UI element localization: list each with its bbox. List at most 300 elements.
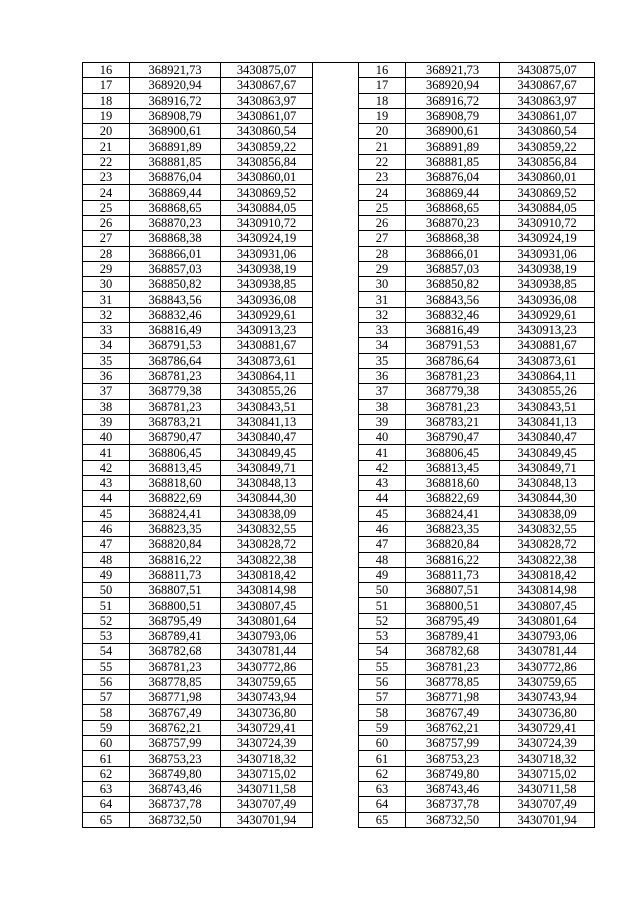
y-coordinate-cell: 3430729,41 <box>500 720 595 735</box>
point-number-cell: 47 <box>359 537 406 552</box>
table-row <box>83 766 313 781</box>
table-row <box>359 200 595 215</box>
table-row <box>359 644 595 659</box>
x-coordinate-cell: 368870,23 <box>130 215 221 230</box>
point-number-cell: 47 <box>83 537 130 552</box>
table-row <box>83 659 313 674</box>
table-row <box>359 185 595 200</box>
y-coordinate-cell: 3430822,38 <box>500 552 595 567</box>
point-number-cell: 25 <box>359 200 406 215</box>
x-coordinate-cell: 368786,64 <box>130 353 221 368</box>
table-row <box>83 720 313 735</box>
x-coordinate-cell: 368857,03 <box>406 261 500 276</box>
y-coordinate-cell: 3430718,32 <box>221 751 313 766</box>
table-row <box>359 231 595 246</box>
x-coordinate-cell: 368732,50 <box>406 812 500 827</box>
point-number-cell: 65 <box>359 812 406 827</box>
x-coordinate-cell: 368816,22 <box>130 552 221 567</box>
point-number-cell: 31 <box>83 292 130 307</box>
y-coordinate-cell: 3430838,09 <box>221 506 313 521</box>
point-number-cell: 43 <box>83 476 130 491</box>
table-row <box>359 598 595 613</box>
y-coordinate-cell: 3430807,45 <box>221 598 313 613</box>
point-number-cell: 25 <box>83 200 130 215</box>
x-coordinate-cell: 368790,47 <box>130 430 221 445</box>
y-coordinate-cell: 3430840,47 <box>221 430 313 445</box>
x-coordinate-cell: 368818,60 <box>406 476 500 491</box>
table-row <box>83 445 313 460</box>
table-row <box>83 476 313 491</box>
point-number-cell: 19 <box>83 108 130 123</box>
point-number-cell: 43 <box>359 476 406 491</box>
y-coordinate-cell: 3430913,23 <box>221 323 313 338</box>
y-coordinate-cell: 3430856,84 <box>221 154 313 169</box>
table-row <box>359 506 595 521</box>
table-row <box>359 613 595 628</box>
point-number-cell: 18 <box>359 93 406 108</box>
table-row <box>83 78 313 93</box>
point-number-cell: 41 <box>83 445 130 460</box>
y-coordinate-cell: 3430793,06 <box>500 628 595 643</box>
point-number-cell: 24 <box>83 185 130 200</box>
table-row <box>359 720 595 735</box>
table-row <box>359 353 595 368</box>
y-coordinate-cell: 3430711,58 <box>221 781 313 796</box>
table-row <box>359 384 595 399</box>
point-number-cell: 23 <box>83 170 130 185</box>
x-coordinate-cell: 368876,04 <box>406 170 500 185</box>
x-coordinate-cell: 368732,50 <box>130 812 221 827</box>
x-coordinate-cell: 368781,23 <box>406 399 500 414</box>
table-row <box>83 200 313 215</box>
y-coordinate-cell: 3430856,84 <box>500 154 595 169</box>
x-coordinate-cell: 368822,69 <box>130 491 221 506</box>
point-number-cell: 29 <box>83 261 130 276</box>
y-coordinate-cell: 3430822,38 <box>221 552 313 567</box>
x-coordinate-cell: 368832,46 <box>130 307 221 322</box>
point-number-cell: 52 <box>359 613 406 628</box>
y-coordinate-cell: 3430884,05 <box>221 200 313 215</box>
x-coordinate-cell: 368771,98 <box>130 690 221 705</box>
point-number-cell: 27 <box>359 231 406 246</box>
x-coordinate-cell: 368881,85 <box>406 154 500 169</box>
table-row <box>83 705 313 720</box>
y-coordinate-cell: 3430860,01 <box>221 170 313 185</box>
y-coordinate-cell: 3430818,42 <box>500 567 595 582</box>
y-coordinate-cell: 3430864,11 <box>221 368 313 383</box>
y-coordinate-cell: 3430936,08 <box>221 292 313 307</box>
table-row <box>359 63 595 78</box>
table-row <box>359 674 595 689</box>
table-row <box>359 491 595 506</box>
x-coordinate-cell: 368783,21 <box>130 414 221 429</box>
table-row <box>83 246 313 261</box>
x-coordinate-cell: 368782,68 <box>406 644 500 659</box>
x-coordinate-cell: 368749,80 <box>406 766 500 781</box>
y-coordinate-cell: 3430759,65 <box>500 674 595 689</box>
point-number-cell: 37 <box>83 384 130 399</box>
x-coordinate-cell: 368822,69 <box>406 491 500 506</box>
x-coordinate-cell: 368737,78 <box>130 797 221 812</box>
table-row <box>83 399 313 414</box>
table-row <box>359 736 595 751</box>
table-row <box>359 399 595 414</box>
point-number-cell: 49 <box>83 567 130 582</box>
point-number-cell: 61 <box>359 751 406 766</box>
x-coordinate-cell: 368920,94 <box>406 78 500 93</box>
x-coordinate-cell: 368900,61 <box>406 124 500 139</box>
x-coordinate-cell: 368908,79 <box>406 108 500 123</box>
x-coordinate-cell: 368753,23 <box>130 751 221 766</box>
y-coordinate-cell: 3430781,44 <box>500 644 595 659</box>
table-row <box>359 215 595 230</box>
point-number-cell: 51 <box>359 598 406 613</box>
table-row <box>83 307 313 322</box>
x-coordinate-cell: 368806,45 <box>406 445 500 460</box>
table-row <box>83 215 313 230</box>
table-row <box>359 705 595 720</box>
y-coordinate-cell: 3430864,11 <box>500 368 595 383</box>
x-coordinate-cell: 368916,72 <box>130 93 221 108</box>
y-coordinate-cell: 3430884,05 <box>500 200 595 215</box>
x-coordinate-cell: 368900,61 <box>130 124 221 139</box>
table-row <box>83 384 313 399</box>
x-coordinate-cell: 368816,49 <box>130 323 221 338</box>
table-row <box>83 797 313 812</box>
y-coordinate-cell: 3430849,71 <box>500 460 595 475</box>
table-row <box>83 598 313 613</box>
table-row <box>83 185 313 200</box>
point-number-cell: 56 <box>83 674 130 689</box>
table-row <box>83 231 313 246</box>
x-coordinate-cell: 368818,60 <box>130 476 221 491</box>
table-row <box>83 567 313 582</box>
y-coordinate-cell: 3430801,64 <box>221 613 313 628</box>
x-coordinate-cell: 368786,64 <box>406 353 500 368</box>
point-number-cell: 27 <box>83 231 130 246</box>
table-row <box>359 812 595 827</box>
x-coordinate-cell: 368850,82 <box>130 277 221 292</box>
table-row <box>359 628 595 643</box>
x-coordinate-cell: 368876,04 <box>130 170 221 185</box>
y-coordinate-cell: 3430843,51 <box>500 399 595 414</box>
point-number-cell: 62 <box>359 766 406 781</box>
x-coordinate-cell: 368807,51 <box>406 583 500 598</box>
table-row <box>359 414 595 429</box>
x-coordinate-cell: 368795,49 <box>130 613 221 628</box>
y-coordinate-cell: 3430807,45 <box>500 598 595 613</box>
x-coordinate-cell: 368891,89 <box>406 139 500 154</box>
point-number-cell: 52 <box>83 613 130 628</box>
table-row <box>83 460 313 475</box>
y-coordinate-cell: 3430841,13 <box>221 414 313 429</box>
x-coordinate-cell: 368779,38 <box>130 384 221 399</box>
table-row <box>359 261 595 276</box>
point-number-cell: 45 <box>359 506 406 521</box>
x-coordinate-cell: 368789,41 <box>406 628 500 643</box>
table-row <box>83 674 313 689</box>
table-row <box>83 521 313 536</box>
table-row <box>83 628 313 643</box>
y-coordinate-cell: 3430701,94 <box>221 812 313 827</box>
x-coordinate-cell: 368920,94 <box>130 78 221 93</box>
point-number-cell: 35 <box>83 353 130 368</box>
x-coordinate-cell: 368824,41 <box>406 506 500 521</box>
y-coordinate-cell: 3430736,80 <box>500 705 595 720</box>
point-number-cell: 60 <box>359 736 406 751</box>
point-number-cell: 28 <box>359 246 406 261</box>
y-coordinate-cell: 3430707,49 <box>221 797 313 812</box>
x-coordinate-cell: 368749,80 <box>130 766 221 781</box>
point-number-cell: 32 <box>359 307 406 322</box>
table-row <box>359 583 595 598</box>
table-row <box>359 307 595 322</box>
y-coordinate-cell: 3430724,39 <box>500 736 595 751</box>
point-number-cell: 57 <box>83 690 130 705</box>
x-coordinate-cell: 368791,53 <box>406 338 500 353</box>
point-number-cell: 40 <box>359 430 406 445</box>
table-row <box>359 170 595 185</box>
point-number-cell: 54 <box>359 644 406 659</box>
x-coordinate-cell: 368782,68 <box>130 644 221 659</box>
x-coordinate-cell: 368866,01 <box>130 246 221 261</box>
x-coordinate-cell: 368869,44 <box>406 185 500 200</box>
point-number-cell: 30 <box>83 277 130 292</box>
table-row <box>83 63 313 78</box>
table-row <box>359 277 595 292</box>
coordinate-table-left <box>82 62 313 828</box>
y-coordinate-cell: 3430843,51 <box>221 399 313 414</box>
y-coordinate-cell: 3430772,86 <box>221 659 313 674</box>
point-number-cell: 44 <box>359 491 406 506</box>
table-row <box>359 368 595 383</box>
x-coordinate-cell: 368908,79 <box>130 108 221 123</box>
y-coordinate-cell: 3430938,85 <box>221 277 313 292</box>
x-coordinate-cell: 368866,01 <box>406 246 500 261</box>
x-coordinate-cell: 368868,38 <box>406 231 500 246</box>
point-number-cell: 45 <box>83 506 130 521</box>
y-coordinate-cell: 3430924,19 <box>500 231 595 246</box>
table-row <box>83 93 313 108</box>
point-number-cell: 57 <box>359 690 406 705</box>
point-number-cell: 60 <box>83 736 130 751</box>
x-coordinate-cell: 368823,35 <box>406 521 500 536</box>
x-coordinate-cell: 368800,51 <box>406 598 500 613</box>
point-number-cell: 58 <box>83 705 130 720</box>
x-coordinate-cell: 368813,45 <box>406 460 500 475</box>
point-number-cell: 22 <box>359 154 406 169</box>
y-coordinate-cell: 3430860,54 <box>500 124 595 139</box>
x-coordinate-cell: 368743,46 <box>130 781 221 796</box>
y-coordinate-cell: 3430863,97 <box>500 93 595 108</box>
x-coordinate-cell: 368868,65 <box>406 200 500 215</box>
y-coordinate-cell: 3430867,67 <box>500 78 595 93</box>
table-row <box>83 323 313 338</box>
point-number-cell: 20 <box>83 124 130 139</box>
coordinate-table-right <box>358 62 595 828</box>
y-coordinate-cell: 3430814,98 <box>500 583 595 598</box>
point-number-cell: 36 <box>359 368 406 383</box>
point-number-cell: 53 <box>83 628 130 643</box>
point-number-cell: 42 <box>83 460 130 475</box>
table-row <box>359 292 595 307</box>
point-number-cell: 35 <box>359 353 406 368</box>
table-row <box>83 430 313 445</box>
y-coordinate-cell: 3430793,06 <box>221 628 313 643</box>
y-coordinate-cell: 3430910,72 <box>221 215 313 230</box>
y-coordinate-cell: 3430931,06 <box>221 246 313 261</box>
point-number-cell: 21 <box>83 139 130 154</box>
x-coordinate-cell: 368781,23 <box>130 368 221 383</box>
point-number-cell: 24 <box>359 185 406 200</box>
table-row <box>83 690 313 705</box>
point-number-cell: 62 <box>83 766 130 781</box>
table-row <box>359 751 595 766</box>
table-row <box>359 781 595 796</box>
point-number-cell: 64 <box>83 797 130 812</box>
y-coordinate-cell: 3430772,86 <box>500 659 595 674</box>
x-coordinate-cell: 368783,21 <box>406 414 500 429</box>
y-coordinate-cell: 3430873,61 <box>221 353 313 368</box>
point-number-cell: 63 <box>359 781 406 796</box>
point-number-cell: 33 <box>83 323 130 338</box>
point-number-cell: 50 <box>83 583 130 598</box>
point-number-cell: 34 <box>83 338 130 353</box>
table-row <box>359 108 595 123</box>
point-number-cell: 55 <box>359 659 406 674</box>
table-row <box>359 766 595 781</box>
table-row <box>83 781 313 796</box>
point-number-cell: 37 <box>359 384 406 399</box>
y-coordinate-cell: 3430849,45 <box>500 445 595 460</box>
table-row <box>83 506 313 521</box>
point-number-cell: 50 <box>359 583 406 598</box>
y-coordinate-cell: 3430844,30 <box>221 491 313 506</box>
y-coordinate-cell: 3430838,09 <box>500 506 595 521</box>
y-coordinate-cell: 3430867,67 <box>221 78 313 93</box>
x-coordinate-cell: 368795,49 <box>406 613 500 628</box>
x-coordinate-cell: 368816,22 <box>406 552 500 567</box>
x-coordinate-cell: 368791,53 <box>130 338 221 353</box>
table-row <box>83 736 313 751</box>
x-coordinate-cell: 368868,38 <box>130 231 221 246</box>
y-coordinate-cell: 3430729,41 <box>221 720 313 735</box>
table-row <box>359 430 595 445</box>
x-coordinate-cell: 368737,78 <box>406 797 500 812</box>
table-row <box>83 292 313 307</box>
point-number-cell: 16 <box>359 63 406 78</box>
y-coordinate-cell: 3430869,52 <box>500 185 595 200</box>
x-coordinate-cell: 368891,89 <box>130 139 221 154</box>
point-number-cell: 28 <box>83 246 130 261</box>
point-number-cell: 53 <box>359 628 406 643</box>
table-row <box>359 690 595 705</box>
point-number-cell: 38 <box>359 399 406 414</box>
y-coordinate-cell: 3430861,07 <box>221 108 313 123</box>
y-coordinate-cell: 3430724,39 <box>221 736 313 751</box>
x-coordinate-cell: 368806,45 <box>130 445 221 460</box>
y-coordinate-cell: 3430759,65 <box>221 674 313 689</box>
table-row <box>359 154 595 169</box>
x-coordinate-cell: 368762,21 <box>406 720 500 735</box>
point-number-cell: 16 <box>83 63 130 78</box>
point-number-cell: 58 <box>359 705 406 720</box>
y-coordinate-cell: 3430701,94 <box>500 812 595 827</box>
x-coordinate-cell: 368869,44 <box>130 185 221 200</box>
top-border-line <box>312 62 358 63</box>
point-number-cell: 46 <box>359 521 406 536</box>
table-row <box>83 368 313 383</box>
x-coordinate-cell: 368857,03 <box>130 261 221 276</box>
y-coordinate-cell: 3430736,80 <box>221 705 313 720</box>
y-coordinate-cell: 3430715,02 <box>221 766 313 781</box>
table-row <box>83 751 313 766</box>
x-coordinate-cell: 368916,72 <box>406 93 500 108</box>
x-coordinate-cell: 368813,45 <box>130 460 221 475</box>
x-coordinate-cell: 368850,82 <box>406 277 500 292</box>
x-coordinate-cell: 368824,41 <box>130 506 221 521</box>
y-coordinate-cell: 3430840,47 <box>500 430 595 445</box>
table-row <box>83 491 313 506</box>
point-number-cell: 20 <box>359 124 406 139</box>
y-coordinate-cell: 3430875,07 <box>221 63 313 78</box>
table-row <box>83 537 313 552</box>
point-number-cell: 33 <box>359 323 406 338</box>
y-coordinate-cell: 3430718,32 <box>500 751 595 766</box>
y-coordinate-cell: 3430707,49 <box>500 797 595 812</box>
y-coordinate-cell: 3430848,13 <box>500 476 595 491</box>
table-row <box>83 552 313 567</box>
y-coordinate-cell: 3430938,19 <box>221 261 313 276</box>
y-coordinate-cell: 3430828,72 <box>500 537 595 552</box>
y-coordinate-cell: 3430861,07 <box>500 108 595 123</box>
table-row <box>83 644 313 659</box>
y-coordinate-cell: 3430814,98 <box>221 583 313 598</box>
x-coordinate-cell: 368781,23 <box>406 368 500 383</box>
point-number-cell: 21 <box>359 139 406 154</box>
table-row <box>83 139 313 154</box>
y-coordinate-cell: 3430931,06 <box>500 246 595 261</box>
y-coordinate-cell: 3430924,19 <box>221 231 313 246</box>
point-number-cell: 36 <box>83 368 130 383</box>
x-coordinate-cell: 368781,23 <box>406 659 500 674</box>
table-row <box>359 797 595 812</box>
x-coordinate-cell: 368781,23 <box>130 399 221 414</box>
point-number-cell: 63 <box>83 781 130 796</box>
point-number-cell: 55 <box>83 659 130 674</box>
table-row <box>359 476 595 491</box>
point-number-cell: 32 <box>83 307 130 322</box>
x-coordinate-cell: 368790,47 <box>406 430 500 445</box>
point-number-cell: 30 <box>359 277 406 292</box>
y-coordinate-cell: 3430936,08 <box>500 292 595 307</box>
point-number-cell: 17 <box>83 78 130 93</box>
table-row <box>83 170 313 185</box>
y-coordinate-cell: 3430859,22 <box>500 139 595 154</box>
point-number-cell: 39 <box>359 414 406 429</box>
y-coordinate-cell: 3430855,26 <box>500 384 595 399</box>
x-coordinate-cell: 368820,84 <box>130 537 221 552</box>
table-row <box>83 277 313 292</box>
point-number-cell: 23 <box>359 170 406 185</box>
y-coordinate-cell: 3430910,72 <box>500 215 595 230</box>
table-row <box>359 537 595 552</box>
y-coordinate-cell: 3430929,61 <box>500 307 595 322</box>
point-number-cell: 22 <box>83 154 130 169</box>
y-coordinate-cell: 3430860,54 <box>221 124 313 139</box>
table-row <box>359 78 595 93</box>
y-coordinate-cell: 3430938,85 <box>500 277 595 292</box>
